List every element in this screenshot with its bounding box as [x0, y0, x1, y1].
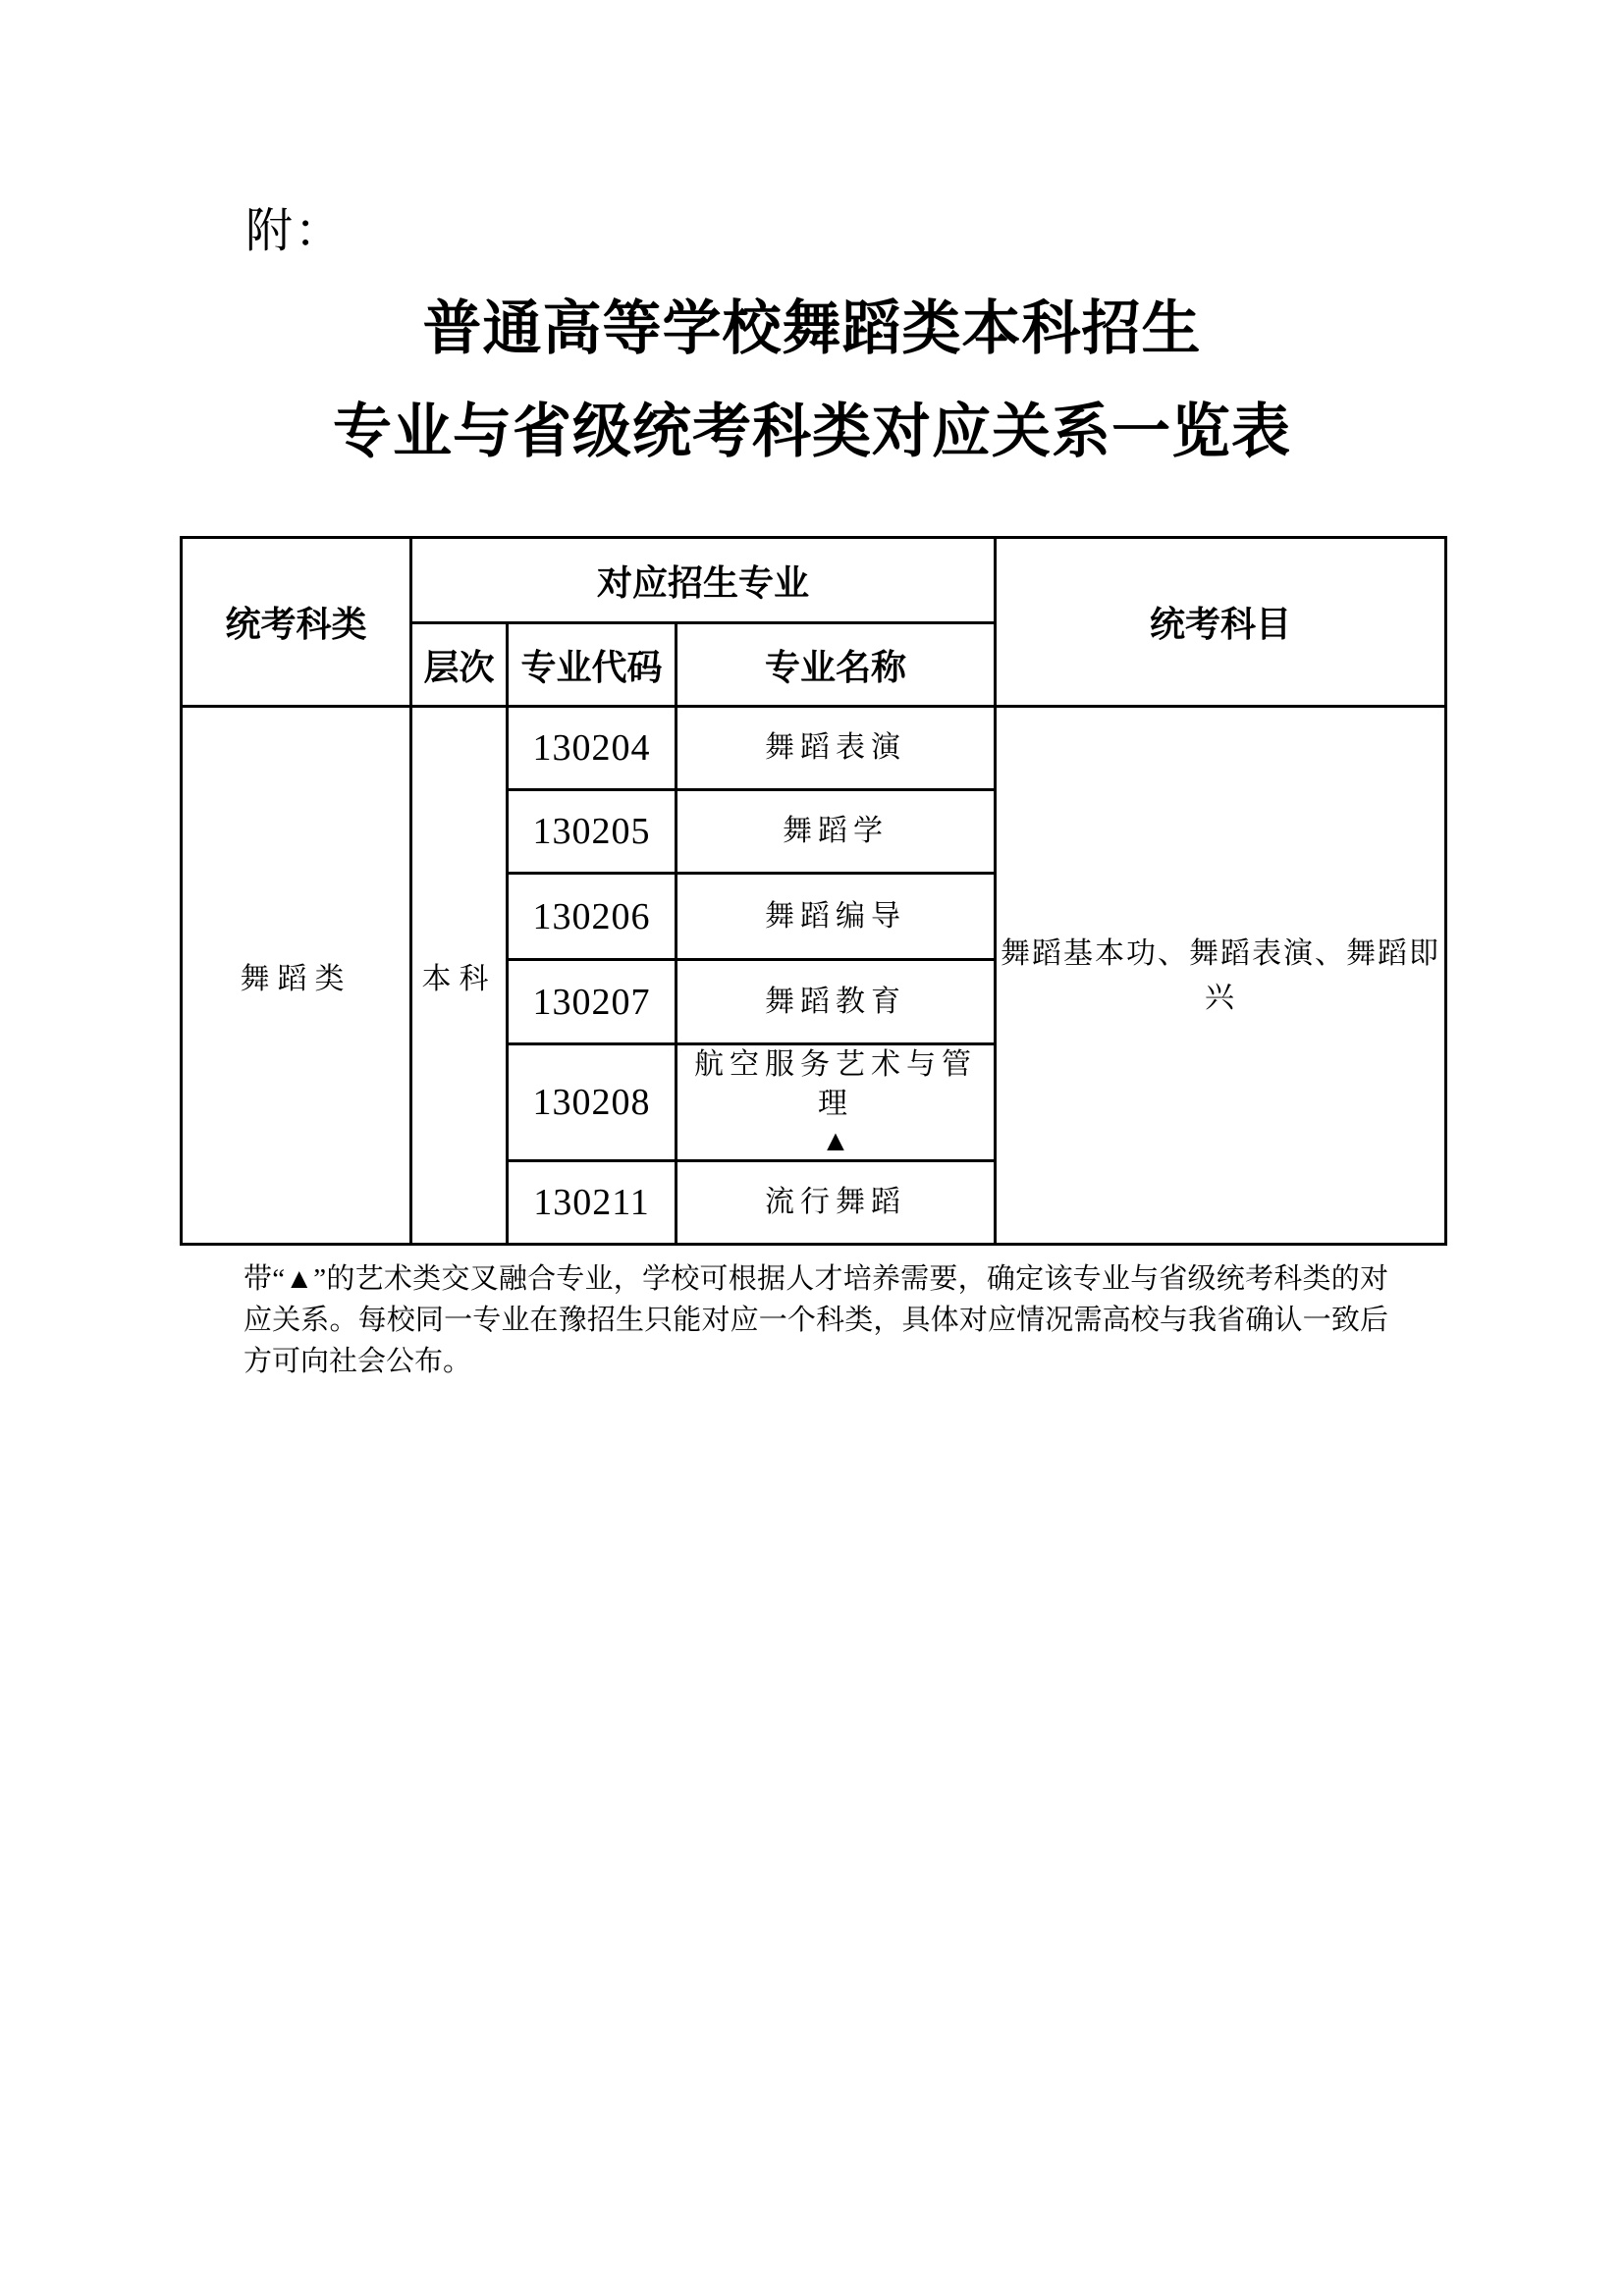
document-title — [0, 278, 1624, 484]
header-major-name: 专业名称 — [677, 623, 996, 707]
title-line-1: 普通高等学校舞蹈类本科招生 — [422, 296, 1202, 361]
header-corresponding-majors: 对应招生专业 — [411, 538, 996, 623]
correspondence-table — [180, 536, 1447, 1246]
cell-major-code: 130208 — [508, 1044, 677, 1161]
cell-exam-category: 舞蹈类 — [182, 707, 411, 1245]
header-major-code: 专业代码 — [508, 623, 677, 707]
cell-level: 本科 — [411, 707, 508, 1245]
title-line-2: 专业与省级统考科类对应关系一览表 — [333, 400, 1291, 464]
cell-major-name: 流行舞蹈 — [677, 1161, 996, 1245]
cross-major-triangle-marker: ▲ — [821, 1125, 850, 1157]
header-exam-subjects: 统考科目 — [996, 538, 1446, 707]
cell-major-code: 130207 — [508, 960, 677, 1044]
cell-major-code: 130205 — [508, 790, 677, 874]
cell-major-name: 航空服务艺术与管理 — [694, 1048, 977, 1120]
cell-exam-subjects: 舞蹈基本功、舞蹈表演、舞蹈即兴 — [996, 707, 1446, 1245]
cell-major-code: 130206 — [508, 874, 677, 960]
header-level: 层次 — [411, 623, 508, 707]
header-exam-category: 统考科类 — [182, 538, 411, 707]
cell-major-name: 舞蹈表演 — [677, 707, 996, 790]
cell-major-name: 舞蹈学 — [677, 790, 996, 874]
cell-major-name: 舞蹈编导 — [677, 874, 996, 960]
cell-major-name: 舞蹈教育 — [677, 960, 996, 1044]
attachment-label: 附： — [245, 205, 345, 257]
footnote: 带“▲”的艺术类交叉融合专业，学校可根据人才培养需要，确定该专业与省级统考科类的对应关系。每校同一专业在豫招生只能对应一个科类，具体对应情况需高校与我省确认一致后方可向社会公布。 — [244, 1263, 1388, 1377]
cell-major-code: 130211 — [508, 1161, 677, 1245]
cell-major-code: 130204 — [508, 707, 677, 790]
cell-major-name-with-marker — [677, 1044, 996, 1161]
table-row — [182, 707, 1446, 790]
header-row-1 — [182, 538, 1446, 623]
